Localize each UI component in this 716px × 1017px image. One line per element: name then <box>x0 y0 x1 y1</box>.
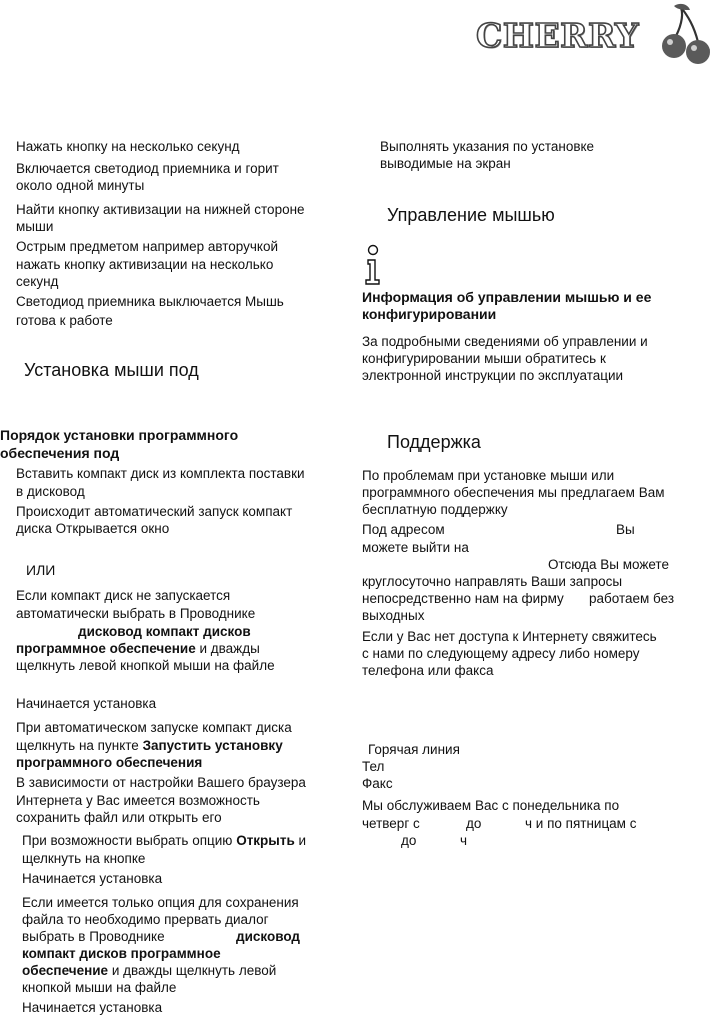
no-autorun-1: Если компакт диск не запускается <box>16 588 231 603</box>
open-option-1 <box>22 832 306 850</box>
save-option-3 <box>22 928 300 946</box>
save-option-3-pre: выбрать в Проводнике <box>22 929 165 944</box>
step-press-button: Нажать кнопку на несколько секунд <box>16 139 240 154</box>
no-internet-3: телефона или факса <box>362 663 494 678</box>
step-autorun-1: Происходит автоматический запуск компакт <box>16 504 293 519</box>
hotline-label: Горячая линия <box>368 742 460 757</box>
no-internet-2: с нами по следующему адресу либо номеру <box>362 646 640 661</box>
follow-instructions-1: Выполнять указания по установке <box>380 139 595 154</box>
open-option-2: щелкнуть на кнопке <box>22 851 146 866</box>
hours-2c: ч и по пятницам с <box>525 816 637 831</box>
step-find-button-2: мыши <box>16 219 54 234</box>
address-1a: Под адресом <box>362 522 445 537</box>
save-option-6: кнопкой мыши на файле <box>22 980 177 995</box>
address-2: можете выйти на <box>362 540 469 555</box>
open-option-1-post: и <box>294 833 307 848</box>
start-install-bold: Запустить установку <box>142 738 283 753</box>
no-autorun-3 <box>78 623 251 641</box>
follow-instructions-2: выводимые на экран <box>380 156 511 171</box>
save-option-5 <box>22 962 276 980</box>
info-title-2: конфигурировании <box>362 306 497 322</box>
open-bold: Открыть <box>236 833 295 848</box>
save-option-4 <box>22 945 221 963</box>
hours-3b: ч <box>460 833 468 848</box>
install-starts-3: Начинается установка <box>22 1000 163 1015</box>
cherries-icon <box>660 2 716 74</box>
save-drive-bold: дисковод <box>236 929 300 944</box>
software-bold: программное обеспечение <box>16 641 196 656</box>
drive-bold: дисковод компакт дисков <box>78 624 251 639</box>
install-starts-1: Начинается установка <box>16 696 157 711</box>
no-internet-1: Если у Вас нет доступа к Интернету свяжитесь <box>362 629 657 644</box>
no-autorun-5: щелкнуть левой кнопкой мыши на файле <box>16 658 275 673</box>
step-press-pen-3: секунд <box>16 274 59 289</box>
no-autorun-4 <box>16 640 260 658</box>
step-autorun-2: диска Открывается окно <box>16 521 170 536</box>
address-1b: Вы <box>616 522 635 537</box>
order-title-2: обеспечения под <box>0 445 120 461</box>
address-6: выходных <box>362 608 425 623</box>
hours-2a: четверг с <box>362 816 420 831</box>
step-led-on-2: около одной минуты <box>16 178 145 193</box>
save-option-1: Если имеется только опция для сохранения <box>22 895 299 910</box>
save-option-5-rest: и дважды щелкнуть левой <box>108 963 277 978</box>
info-text-1: За подробными сведениями об управлении и <box>362 334 648 349</box>
mouse-control-heading: Управление мышью <box>387 205 555 225</box>
step-led-on-1: Включается светодиод приемника и горит <box>16 161 279 176</box>
or-label: ИЛИ <box>26 562 56 578</box>
support-intro-3: бесплатную поддержку <box>362 502 508 517</box>
step-press-pen-1: Острым предметом например авторучкой <box>16 239 279 254</box>
address-3: Отсюда Вы можете <box>548 557 669 572</box>
browser-case-2: Интернета у Вас имеется возможность <box>16 793 260 808</box>
open-option-1-pre: При возможности выбрать опцию <box>22 833 237 848</box>
software-install-bold: программного обеспечения <box>16 755 203 770</box>
step-insert-cd-2: в дисковод <box>16 484 85 499</box>
autorun-case-3 <box>16 754 202 772</box>
address-4: круглосуточно направлять Ваши запросы <box>362 574 623 589</box>
hours-3a: до <box>401 833 417 848</box>
browser-case-1: В зависимости от настройки Вашего браузера <box>16 775 306 790</box>
hours-2b: до <box>466 816 482 831</box>
no-autorun-2: автоматически выбрать в Проводнике <box>16 606 256 621</box>
hotline-fax: Факс <box>362 776 393 791</box>
support-intro-2: программного обеспечения мы предлагаем Вам <box>362 485 665 500</box>
support-heading: Поддержка <box>387 432 481 452</box>
step-insert-cd-1: Вставить компакт диск из комплекта поставки <box>16 466 305 481</box>
autorun-case-2-pre: щелкнуть на пункте <box>16 738 143 753</box>
autorun-case-1: При автоматическом запуске компакт диска <box>16 720 292 735</box>
autorun-case-2 <box>16 737 283 755</box>
address-5a: непосредственно нам на фирму <box>362 591 564 606</box>
logo-wordmark: CHERRY <box>476 16 639 55</box>
step-led-off-2: готова к работе <box>16 313 113 328</box>
hours-1: Мы обслуживаем Вас с понедельника по <box>362 798 620 813</box>
browser-case-3: сохранить файл или открыть его <box>16 810 222 825</box>
install-starts-2: Начинается установка <box>22 871 163 886</box>
info-text-3: электронной инструкции по эксплуатации <box>362 368 624 383</box>
step-find-button-1: Найти кнопку активизации на нижней стороне <box>16 202 305 217</box>
info-title-1: Информация об управлении мышью и ее <box>362 289 652 305</box>
save-cd-software-bold: компакт дисков программное <box>22 946 221 961</box>
info-icon <box>360 244 386 286</box>
save-option-2: файла то необходимо прервать диалог <box>22 912 269 927</box>
info-text-2: конфигурировании мыши обратитесь к <box>362 351 606 366</box>
step-led-off-1: Светодиод приемника выключается Мышь <box>16 294 284 309</box>
address-5b: работаем без <box>589 591 675 606</box>
order-title-1: Порядок установки программного <box>0 427 239 443</box>
hotline-tel: Тел <box>362 759 385 774</box>
step-press-pen-2: нажать кнопку активизации на несколько <box>16 257 274 272</box>
cherry-logo <box>472 2 716 74</box>
no-autorun-4-rest: и дважды <box>195 641 260 656</box>
support-intro-1: По проблемам при установке мыши или <box>362 468 615 483</box>
install-heading: Установка мыши под <box>24 360 199 380</box>
save-software-bold: обеспечение <box>22 963 109 978</box>
